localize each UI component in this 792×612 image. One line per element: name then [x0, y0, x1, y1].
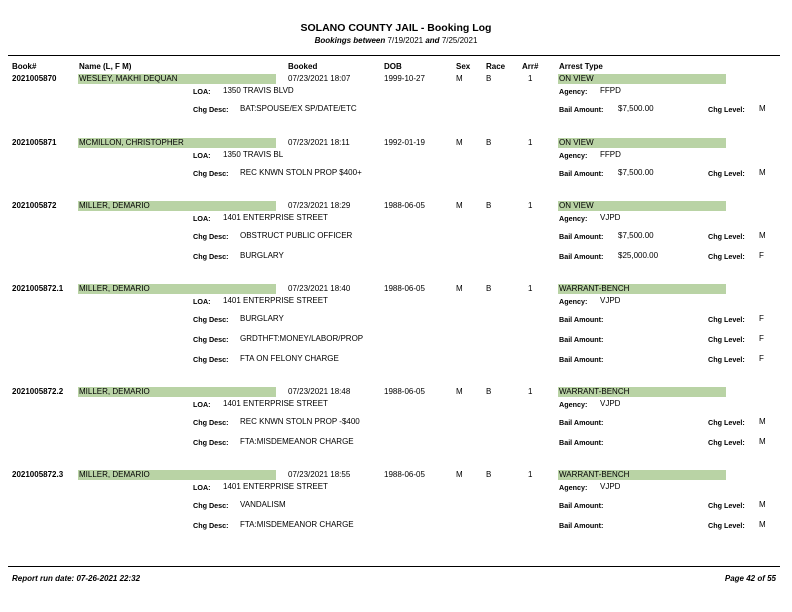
- agency-label: Agency:: [559, 297, 588, 306]
- sex: M: [456, 138, 463, 147]
- bail-amount-label: Bail Amount:: [559, 501, 604, 510]
- subtitle-prefix: Bookings between: [314, 36, 386, 45]
- report-run-date: Report run date: 07-26-2021 22:32: [12, 574, 141, 583]
- dob: 1988-06-05: [384, 284, 425, 293]
- bail-amount: $7,500.00: [618, 231, 654, 240]
- sex: M: [456, 74, 463, 83]
- arrest-type: WARRANT-BENCH: [559, 470, 630, 479]
- agency-label: Agency:: [559, 483, 588, 492]
- charge-level: M: [759, 520, 766, 529]
- chg-desc-label: Chg Desc:: [193, 355, 229, 364]
- bail-amount-label: Bail Amount:: [559, 169, 604, 178]
- bail-amount-label: Bail Amount:: [559, 232, 604, 241]
- col-header-booked: Booked: [288, 62, 318, 71]
- charge-description: FTA:MISDEMEANOR CHARGE: [240, 520, 354, 529]
- agency-label: Agency:: [559, 400, 588, 409]
- location-of-arrest: 1401 ENTERPRISE STREET: [223, 296, 328, 305]
- bail-amount-label: Bail Amount:: [559, 418, 604, 427]
- chg-desc-label: Chg Desc:: [193, 521, 229, 530]
- booked-datetime: 07/23/2021 18:11: [288, 138, 350, 147]
- arrest-number: 1: [528, 387, 533, 396]
- bail-amount: $7,500.00: [618, 104, 654, 113]
- footer-rule: [8, 566, 780, 567]
- loa-label: LOA:: [193, 483, 211, 492]
- charge-description: VANDALISM: [240, 500, 286, 509]
- dob: 1999-10-27: [384, 74, 425, 83]
- col-header-name: Name (L, F M): [79, 62, 132, 71]
- chg-level-label: Chg Level:: [708, 252, 745, 261]
- race: B: [486, 74, 492, 83]
- booking-number: 2021005872: [12, 201, 57, 210]
- charge-level: F: [759, 251, 764, 260]
- booked-datetime: 07/23/2021 18:07: [288, 74, 351, 83]
- agency-label: Agency:: [559, 151, 588, 160]
- chg-desc-label: Chg Desc:: [193, 438, 229, 447]
- chg-desc-label: Chg Desc:: [193, 252, 229, 261]
- report-title: SOLANO COUNTY JAIL - Booking Log: [300, 22, 492, 34]
- booking-number: 2021005872.1: [12, 284, 64, 293]
- booking-number: 2021005871: [12, 138, 57, 147]
- booking-number: 2021005870: [12, 74, 57, 83]
- loa-label: LOA:: [193, 214, 211, 223]
- end-date: 7/25/2021: [441, 36, 478, 45]
- charge-description: BAT:SPOUSE/EX SP/DATE/ETC: [240, 104, 357, 113]
- charge-description: BURGLARY: [240, 251, 284, 260]
- dob: 1988-06-05: [384, 201, 425, 210]
- bail-amount-label: Bail Amount:: [559, 335, 604, 344]
- booked-datetime: 07/23/2021 18:48: [288, 387, 351, 396]
- chg-desc-label: Chg Desc:: [193, 169, 229, 178]
- arrest-type: ON VIEW: [559, 138, 594, 147]
- sex: M: [456, 470, 463, 479]
- booking-number: 2021005872.2: [12, 387, 64, 396]
- col-header-sex: Sex: [456, 62, 471, 71]
- race: B: [486, 201, 492, 210]
- chg-level-label: Chg Level:: [708, 418, 745, 427]
- booking-number: 2021005872.3: [12, 470, 64, 479]
- arrest-type: WARRANT-BENCH: [559, 284, 630, 293]
- charge-level: M: [759, 417, 766, 426]
- race: B: [486, 138, 492, 147]
- loa-label: LOA:: [193, 297, 211, 306]
- charge-level: F: [759, 354, 764, 363]
- location-of-arrest: 1350 TRAVIS BL: [223, 150, 284, 159]
- loa-label: LOA:: [193, 400, 211, 409]
- charge-description: REC KNWN STOLN PROP $400+: [240, 168, 362, 177]
- arrest-type: ON VIEW: [559, 201, 594, 210]
- agency-label: Agency:: [559, 87, 588, 96]
- charge-level: M: [759, 104, 766, 113]
- booked-datetime: 07/23/2021 18:40: [288, 284, 351, 293]
- agency: VJPD: [600, 482, 621, 491]
- dob: 1992-01-19: [384, 138, 425, 147]
- bail-amount: $25,000.00: [618, 251, 659, 260]
- race: B: [486, 284, 492, 293]
- col-header-race: Race: [486, 62, 506, 71]
- charge-description: FTA ON FELONY CHARGE: [240, 354, 339, 363]
- charge-level: F: [759, 314, 764, 323]
- chg-desc-label: Chg Desc:: [193, 105, 229, 114]
- bail-amount-label: Bail Amount:: [559, 438, 604, 447]
- arrest-type: WARRANT-BENCH: [559, 387, 630, 396]
- location-of-arrest: 1350 TRAVIS BLVD: [223, 86, 294, 95]
- bail-amount-label: Bail Amount:: [559, 105, 604, 114]
- arrest-number: 1: [528, 138, 533, 147]
- charge-description: FTA:MISDEMEANOR CHARGE: [240, 437, 354, 446]
- charge-description: BURGLARY: [240, 314, 284, 323]
- inmate-name: WESLEY, MAKHI DEQUAN: [79, 74, 178, 83]
- inmate-name: MILLER, DEMARIO: [79, 387, 150, 396]
- bail-amount-label: Bail Amount:: [559, 355, 604, 364]
- col-header-dob: DOB: [384, 62, 402, 71]
- race: B: [486, 387, 492, 396]
- charge-level: M: [759, 231, 766, 240]
- chg-desc-label: Chg Desc:: [193, 335, 229, 344]
- charge-level: M: [759, 168, 766, 177]
- bail-amount-label: Bail Amount:: [559, 252, 604, 261]
- sex: M: [456, 284, 463, 293]
- chg-level-label: Chg Level:: [708, 501, 745, 510]
- col-header-book: Book#: [12, 62, 37, 71]
- sex: M: [456, 201, 463, 210]
- chg-desc-label: Chg Desc:: [193, 418, 229, 427]
- arrest-number: 1: [528, 74, 533, 83]
- col-header-arrest-type: Arrest Type: [559, 62, 603, 71]
- agency: VJPD: [600, 213, 621, 222]
- inmate-name: MCMILLON, CHRISTOPHER: [79, 138, 184, 147]
- arrest-number: 1: [528, 201, 533, 210]
- arrest-number: 1: [528, 470, 533, 479]
- agency: VJPD: [600, 296, 621, 305]
- charge-level: M: [759, 437, 766, 446]
- chg-desc-label: Chg Desc:: [193, 501, 229, 510]
- chg-desc-label: Chg Desc:: [193, 232, 229, 241]
- charge-description: REC KNWN STOLN PROP -$400: [240, 417, 360, 426]
- bail-amount-label: Bail Amount:: [559, 315, 604, 324]
- chg-desc-label: Chg Desc:: [193, 315, 229, 324]
- chg-level-label: Chg Level:: [708, 232, 745, 241]
- charge-description: GRDTHFT:MONEY/LABOR/PROP: [240, 334, 364, 343]
- start-date: 7/19/2021: [387, 36, 424, 45]
- chg-level-label: Chg Level:: [708, 355, 745, 364]
- location-of-arrest: 1401 ENTERPRISE STREET: [223, 399, 328, 408]
- loa-label: LOA:: [193, 151, 211, 160]
- inmate-name: MILLER, DEMARIO: [79, 284, 150, 293]
- sex: M: [456, 387, 463, 396]
- loa-label: LOA:: [193, 87, 211, 96]
- booked-datetime: 07/23/2021 18:55: [288, 470, 351, 479]
- chg-level-label: Chg Level:: [708, 105, 745, 114]
- agency: FFPD: [600, 150, 621, 159]
- col-header-arr: Arr#: [522, 62, 539, 71]
- charge-level: F: [759, 334, 764, 343]
- header-rule-top: [8, 55, 780, 56]
- arrest-number: 1: [528, 284, 533, 293]
- charge-description: OBSTRUCT PUBLIC OFFICER: [240, 231, 353, 240]
- race: B: [486, 470, 492, 479]
- bail-amount: $7,500.00: [618, 168, 654, 177]
- agency-label: Agency:: [559, 214, 588, 223]
- chg-level-label: Chg Level:: [708, 521, 745, 530]
- booked-datetime: 07/23/2021 18:29: [288, 201, 351, 210]
- dob: 1988-06-05: [384, 470, 425, 479]
- subtitle-and: and: [425, 36, 440, 45]
- charge-level: M: [759, 500, 766, 509]
- dob: 1988-06-05: [384, 387, 425, 396]
- location-of-arrest: 1401 ENTERPRISE STREET: [223, 213, 328, 222]
- page-number: Page 42 of 55: [724, 574, 776, 583]
- bail-amount-label: Bail Amount:: [559, 521, 604, 530]
- inmate-name: MILLER, DEMARIO: [79, 470, 150, 479]
- inmate-name: MILLER, DEMARIO: [79, 201, 150, 210]
- chg-level-label: Chg Level:: [708, 169, 745, 178]
- agency: FFPD: [600, 86, 621, 95]
- location-of-arrest: 1401 ENTERPRISE STREET: [223, 482, 328, 491]
- report-subtitle: [0, 36, 792, 45]
- agency: VJPD: [600, 399, 621, 408]
- chg-level-label: Chg Level:: [708, 315, 745, 324]
- chg-level-label: Chg Level:: [708, 438, 745, 447]
- arrest-type: ON VIEW: [559, 74, 594, 83]
- chg-level-label: Chg Level:: [708, 335, 745, 344]
